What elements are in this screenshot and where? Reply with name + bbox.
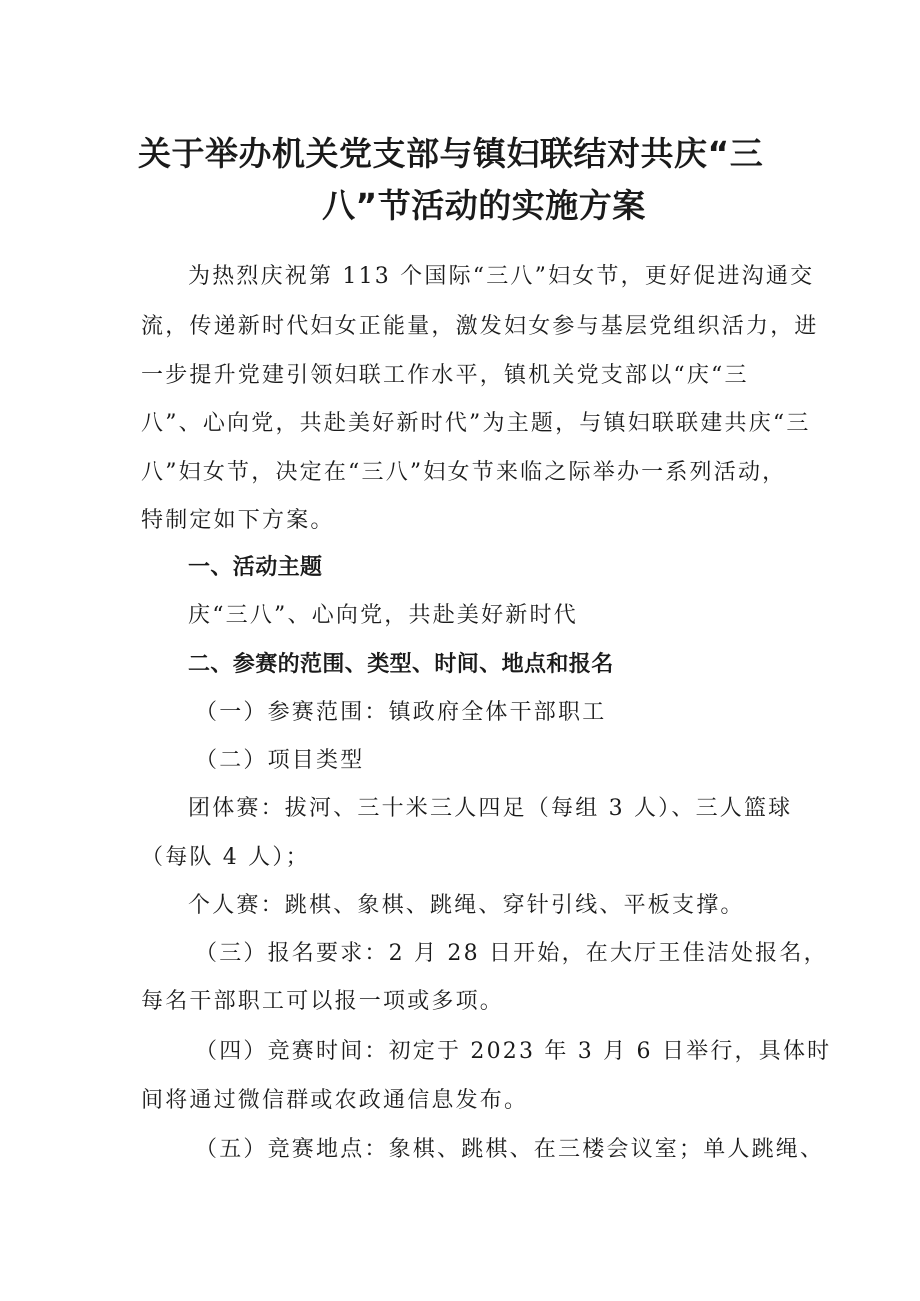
team-events-line-1: 团体赛：拔河、三十米三人四足（每组 3 人）、三人篮球 [188,796,793,821]
document-title-line-1: 关于举办机关党支部与镇妇联结对共庆“三 [138,134,764,173]
document-title-line-2: 八”节活动的实施方案 [322,186,646,225]
team-events-line-2: （每队 4 人）； [141,845,310,870]
intro-line-1: 为热烈庆祝第 113 个国际“三八”妇女节，更好促进沟通交 [188,264,815,289]
signup-requirement-line-2: 每名干部职工可以报一项或多项。 [141,989,505,1014]
intro-line-5: 八”妇女节，决定在“三八”妇女节来临之际举办一系列活动， [141,460,787,485]
section-1-text: 庆“三八”、心向党，共赴美好新时代 [188,603,578,628]
participation-scope: （一）参赛范围：镇政府全体干部职工 [195,700,607,725]
section-1-heading: 一、活动主题 [188,555,323,580]
competition-time-line-1: （四）竞赛时间：初定于 2023 年 3 月 6 日举行，具体时 [195,1039,832,1064]
intro-line-4: 八”、心向党，共赴美好新时代”为主题，与镇妇联联建共庆“三 [141,411,811,436]
competition-venue-line-1: （五）竞赛地点：象棋、跳棋、在三楼会议室；单人跳绳、 [195,1137,825,1162]
section-2-heading: 二、参赛的范围、类型、时间、地点和报名 [188,652,614,677]
intro-line-2: 流，传递新时代妇女正能量，激发妇女参与基层党组织活力，进 [141,314,819,339]
intro-line-3: 一步提升党建引领妇联工作水平，镇机关党支部以“庆“三 [141,363,749,388]
intro-line-6: 特制定如下方案。 [141,508,335,533]
individual-events: 个人赛：跳棋、象棋、跳绳、穿针引线、平板支撑。 [188,893,745,918]
competition-time-line-2: 间将通过微信群或农政通信息发布。 [141,1088,529,1113]
signup-requirement-line-1: （三）报名要求：2 月 28 日开始，在大厅王佳洁处报名， [195,941,828,966]
event-type-heading: （二）项目类型 [195,748,365,773]
